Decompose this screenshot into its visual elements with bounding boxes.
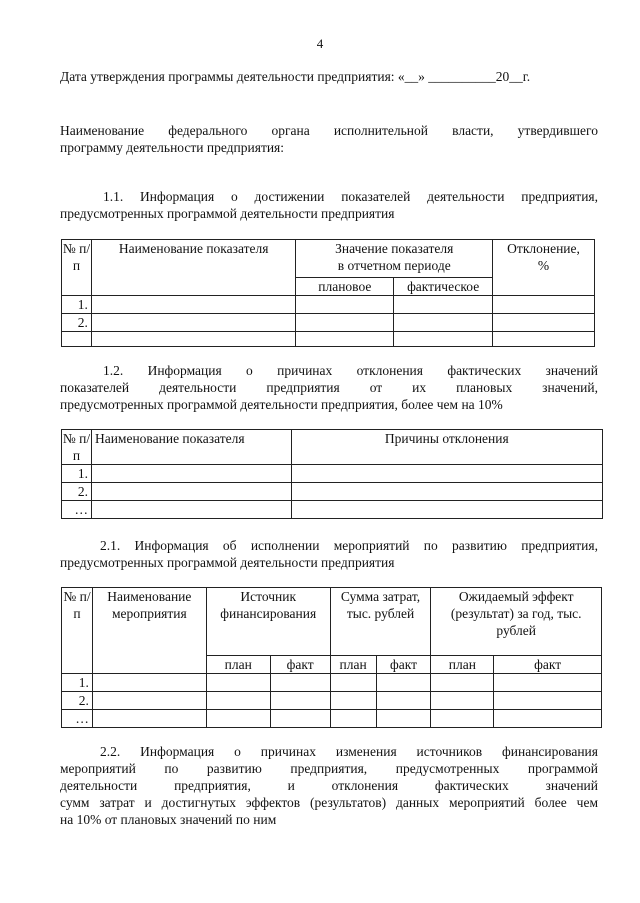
table-cell xyxy=(431,692,494,710)
row-number: 1. xyxy=(62,465,92,483)
col-header-financing-source: Источник финансирования xyxy=(206,588,330,656)
authority-name-line-2: программу деятельности предприятия: xyxy=(60,140,285,155)
row-number: 2. xyxy=(62,692,93,710)
table-row xyxy=(62,332,595,347)
col-header-deviation xyxy=(493,240,595,296)
section-1-1-heading-line-1: 1.1. Информация о достижении показателей деятельности предприятия, xyxy=(103,189,598,204)
col-header-measure-name: Наименование мероприятия xyxy=(92,588,206,674)
table-cell xyxy=(92,674,206,692)
section-2-2-heading-line-5: на 10% от плановых значений по ним xyxy=(60,812,277,827)
table-cell xyxy=(91,465,291,483)
table-cell xyxy=(330,692,376,710)
section-1-2-heading-line-3: предусмотренных программой деятельности предприятия, более чем на 10% xyxy=(60,397,503,412)
approval-date-line: Дата утверждения программы деятельности предприятия: «__» __________20__г. xyxy=(60,69,531,84)
table-cell xyxy=(270,710,330,728)
table-cell xyxy=(91,314,295,332)
table-cell xyxy=(270,674,330,692)
col-header-indicator-name: Наименование показателя xyxy=(91,430,291,465)
table-cell xyxy=(270,692,330,710)
table-cell xyxy=(376,692,431,710)
col-header-cost: Сумма затрат, тыс. рублей xyxy=(330,588,431,656)
table-cell xyxy=(291,483,602,501)
table-cell xyxy=(394,314,493,332)
row-number: 2. xyxy=(62,483,92,501)
table-2-1 xyxy=(61,587,602,728)
table-cell xyxy=(330,710,376,728)
row-number: 2. xyxy=(62,314,92,332)
table-cell xyxy=(206,692,270,710)
table-cell xyxy=(376,674,431,692)
table-cell xyxy=(494,674,602,692)
section-1-2-heading-line-2: показателей деятельности предприятия от их плановых значений, xyxy=(60,380,598,395)
table-cell xyxy=(431,674,494,692)
table-cell xyxy=(91,332,295,347)
page-number: 4 xyxy=(316,36,324,51)
table-cell xyxy=(394,332,493,347)
table-1-2 xyxy=(61,429,603,519)
table-row xyxy=(62,483,603,501)
table-cell xyxy=(376,710,431,728)
table-cell xyxy=(394,296,493,314)
table-cell xyxy=(493,296,595,314)
col-header-plan: план xyxy=(206,656,270,674)
col-header-planned: плановое xyxy=(296,278,394,296)
col-header-fact: факт xyxy=(270,656,330,674)
col-header-number: № п/п xyxy=(62,588,93,674)
table-cell xyxy=(330,674,376,692)
col-header-number: № п/п xyxy=(62,240,92,296)
table-cell xyxy=(91,483,291,501)
table-cell xyxy=(296,296,394,314)
section-2-1-heading-line-2: предусмотренных программой деятельности предприятия xyxy=(60,555,395,570)
col-header-actual: фактическое xyxy=(394,278,493,296)
table-cell xyxy=(493,332,595,347)
col-header-fact: факт xyxy=(376,656,431,674)
col-header-plan: план xyxy=(330,656,376,674)
table-cell xyxy=(296,332,394,347)
table-cell xyxy=(494,692,602,710)
table-cell xyxy=(92,692,206,710)
section-1-1-heading-line-2: предусмотренных программой деятельности предприятия xyxy=(60,206,395,221)
table-cell xyxy=(206,674,270,692)
table-row xyxy=(62,296,595,314)
table-row xyxy=(62,674,602,692)
section-2-2-heading-line-2: мероприятий по развитию предприятия, предусмотренных программой xyxy=(60,761,598,776)
col-header-number: № п/п xyxy=(62,431,91,463)
table-cell xyxy=(431,710,494,728)
col-header-deviation-line-2: % xyxy=(537,258,550,273)
table-cell xyxy=(493,314,595,332)
col-header-value xyxy=(296,240,493,278)
table-row xyxy=(62,501,603,519)
table-cell xyxy=(91,296,295,314)
table-row xyxy=(62,692,602,710)
table-cell xyxy=(296,314,394,332)
section-2-2-heading-line-3: деятельности предприятия, и отклонения фактических значений xyxy=(60,778,598,793)
col-header-plan: план xyxy=(431,656,494,674)
authority-name-line-1: Наименование федерального органа исполнительной власти, утвердившего xyxy=(60,123,598,138)
table-cell xyxy=(92,710,206,728)
row-number: 1. xyxy=(62,674,93,692)
row-number xyxy=(62,332,92,347)
table-cell xyxy=(206,710,270,728)
table-row xyxy=(62,710,602,728)
table-row xyxy=(62,465,603,483)
table-cell xyxy=(291,465,602,483)
row-number: … xyxy=(62,710,93,728)
table-cell xyxy=(494,710,602,728)
section-2-1-heading-line-1: 2.1. Информация об исполнении мероприятий по развитию предприятия, xyxy=(100,538,598,553)
col-header-value-line-1: Значение показателя xyxy=(335,241,454,256)
col-header-indicator-name: Наименование показателя xyxy=(91,240,295,296)
col-header-reasons: Причины отклонения xyxy=(291,430,602,465)
col-header-value-line-2: в отчетном периоде xyxy=(337,258,451,273)
section-2-2-heading-line-4: сумм затрат и достигнутых эффектов (результатов) данных мероприятий более чем xyxy=(60,795,598,810)
table-cell xyxy=(291,501,602,519)
table-cell xyxy=(91,501,291,519)
col-header-deviation-line-1: Отклонение, xyxy=(507,241,580,256)
table-1-1 xyxy=(61,239,595,347)
table-row xyxy=(62,314,595,332)
section-1-2-heading-line-1: 1.2. Информация о причинах отклонения фактических значений xyxy=(103,363,598,378)
col-header-fact: факт xyxy=(494,656,602,674)
section-2-2-heading-line-1: 2.2. Информация о причинах изменения источников финансирования xyxy=(100,744,598,759)
col-header-expected-effect: Ожидаемый эффект (результат) за год, тыс. рублей xyxy=(431,588,602,656)
row-number: 1. xyxy=(62,296,92,314)
row-number: … xyxy=(62,501,92,519)
